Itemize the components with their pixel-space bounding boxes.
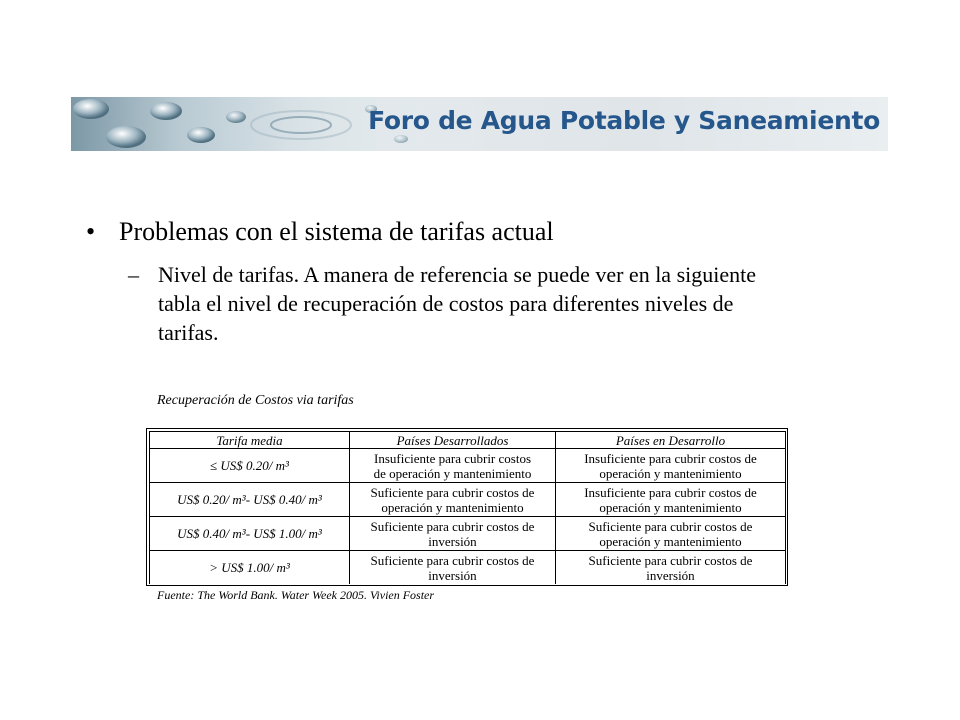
desarrollados-cell bbox=[350, 449, 556, 483]
en-desarrollo-cell bbox=[556, 483, 786, 517]
desarrollados-cell bbox=[350, 551, 556, 585]
cell-line: Suficiente para cubrir costos de bbox=[588, 518, 753, 534]
sub-bullet-text bbox=[158, 260, 898, 347]
cell-line: inversión bbox=[428, 533, 477, 549]
column-header-tarifa: Tarifa media bbox=[150, 432, 350, 449]
tarifa-cell: > US$ 1.00/ m³ bbox=[150, 551, 350, 585]
cell-line: Suficiente para cubrir costos de bbox=[588, 552, 753, 568]
sub-bullet-line: Nivel de tarifas. A manera de referencia se puede ver en la siguiente bbox=[158, 262, 756, 287]
cell-line: Suficiente para cubrir costos de bbox=[370, 552, 535, 568]
cell-line: Suficiente para cubrir costos de bbox=[370, 484, 535, 500]
table-source: Fuente: The World Bank. Water Week 2005. Vivien Foster bbox=[157, 588, 435, 602]
tarifa-cell: ≤ US$ 0.20/ m³ bbox=[150, 449, 350, 483]
banner-title: Foro de Agua Potable y Saneamiento bbox=[368, 106, 880, 135]
sub-bullet-symbol: – bbox=[128, 262, 139, 287]
cell-line: operación y mantenimiento bbox=[599, 533, 742, 549]
cell-line: inversión bbox=[428, 567, 477, 583]
table-row bbox=[150, 483, 786, 517]
table-header-row bbox=[150, 432, 786, 449]
table-row bbox=[150, 551, 786, 585]
cell-line: inversión bbox=[646, 567, 695, 583]
bullet-heading bbox=[86, 216, 554, 248]
bullet-symbol: • bbox=[86, 217, 96, 246]
header-banner bbox=[71, 97, 888, 151]
sub-bullet-line: tabla el nivel de recuperación de costos para diferentes niveles de bbox=[158, 291, 734, 316]
tarifa-cell: US$ 0.20/ m³- US$ 0.40/ m³ bbox=[150, 483, 350, 517]
cell-line: operación y mantenimiento bbox=[381, 499, 524, 515]
column-header-en-desarrollo: Países en Desarrollo bbox=[556, 432, 786, 449]
cell-line: Insuficiente para cubrir costos bbox=[373, 450, 532, 466]
table-row bbox=[150, 517, 786, 551]
cell-line: Insuficiente para cubrir costos de bbox=[584, 484, 757, 500]
cell-line: de operación y mantenimiento bbox=[373, 465, 532, 481]
table-grid bbox=[149, 431, 786, 584]
tarifa-cell: US$ 0.40/ m³- US$ 1.00/ m³ bbox=[150, 517, 350, 551]
en-desarrollo-cell bbox=[556, 551, 786, 585]
cell-line: Suficiente para cubrir costos de bbox=[370, 518, 535, 534]
en-desarrollo-cell bbox=[556, 517, 786, 551]
en-desarrollo-cell bbox=[556, 449, 786, 483]
table-row bbox=[150, 449, 786, 483]
cell-line: operación y mantenimiento bbox=[599, 499, 742, 515]
column-header-desarrollados: Países Desarrollados bbox=[350, 432, 556, 449]
cost-recovery-table bbox=[146, 428, 788, 586]
cell-line: operación y mantenimiento bbox=[599, 465, 742, 481]
sub-bullet-line: tarifas. bbox=[158, 320, 219, 345]
desarrollados-cell bbox=[350, 517, 556, 551]
bullet-heading-text: Problemas con el sistema de tarifas actual bbox=[119, 217, 554, 246]
cell-line: Insuficiente para cubrir costos de bbox=[584, 450, 757, 466]
desarrollados-cell bbox=[350, 483, 556, 517]
table-caption: Recuperación de Costos via tarifas bbox=[157, 393, 354, 408]
